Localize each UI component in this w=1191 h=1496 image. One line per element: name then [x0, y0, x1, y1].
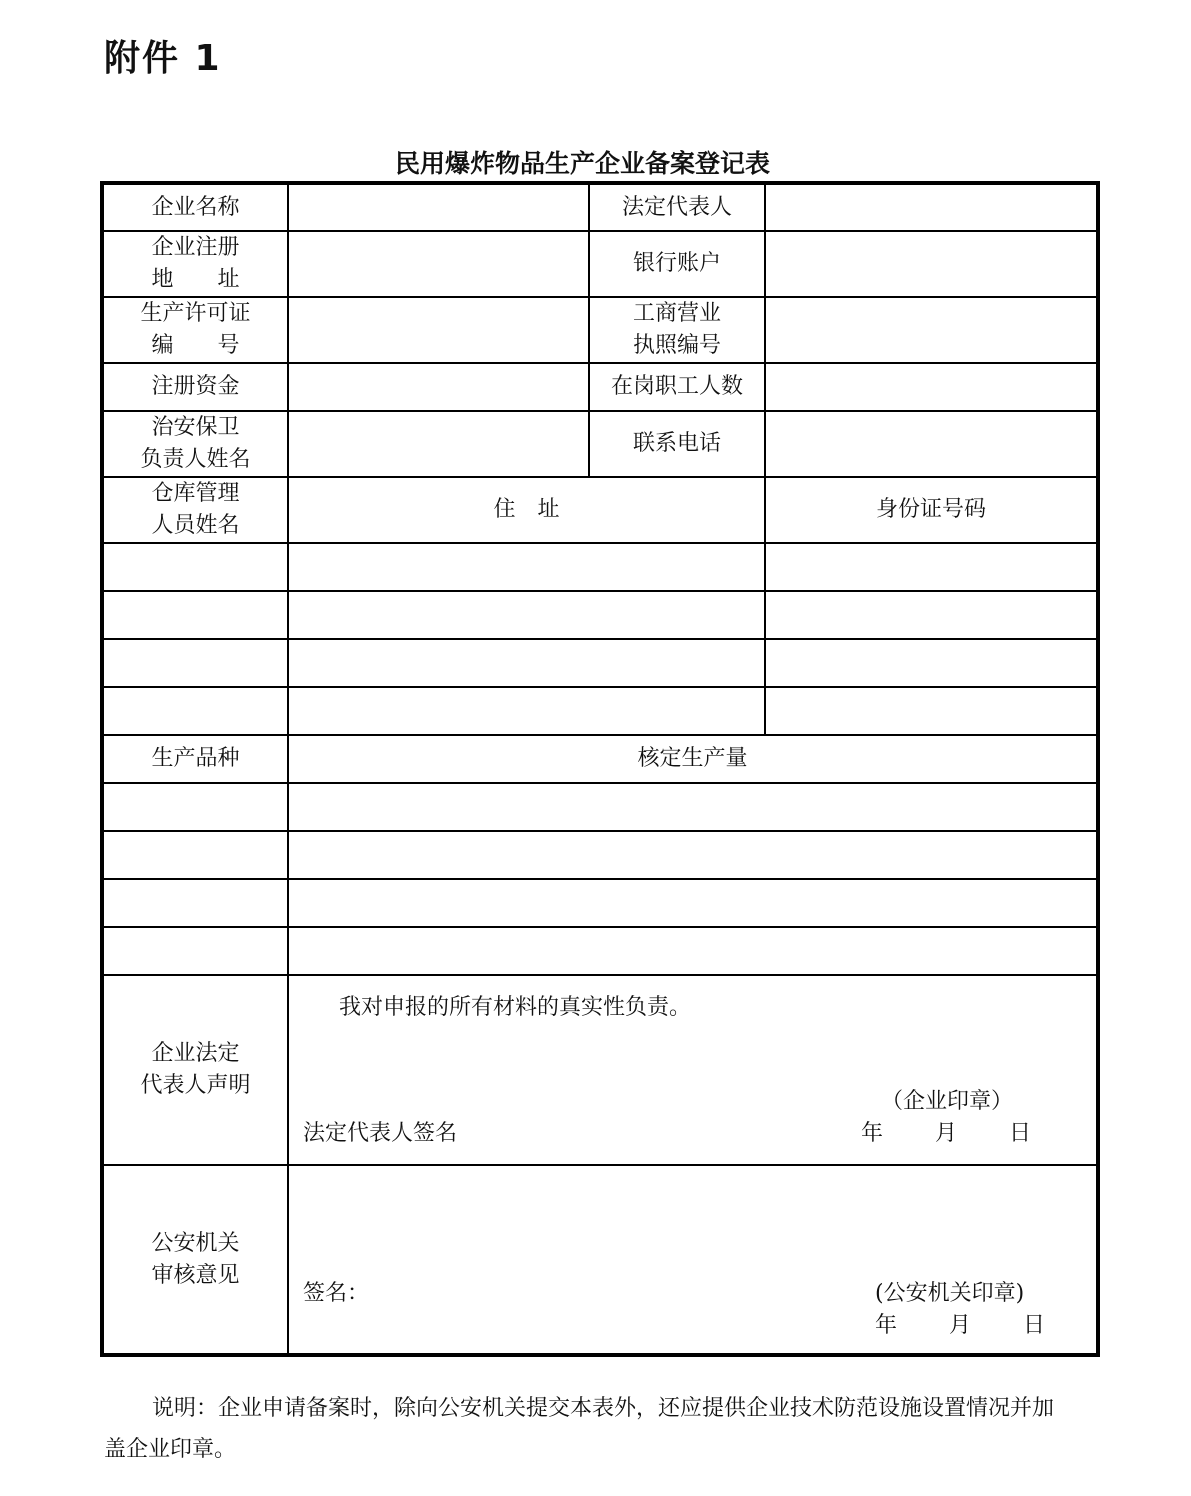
warehouse-staff-row — [102, 687, 1098, 735]
warehouse-staff-row — [102, 543, 1098, 591]
declaration-date-month: 月 — [935, 1121, 958, 1146]
label-registered-capital: 注册资金 — [102, 363, 288, 411]
info-row-address — [102, 231, 1098, 297]
product-row — [102, 879, 1098, 927]
field-product-variety[interactable] — [102, 831, 288, 879]
field-staff-address[interactable] — [288, 639, 765, 687]
field-phone[interactable] — [765, 411, 1098, 477]
label-police-review: 公安机关 审核意见 — [102, 1165, 288, 1355]
field-business-license[interactable] — [765, 297, 1098, 363]
warehouse-staff-row — [102, 591, 1098, 639]
field-registered-capital[interactable] — [288, 363, 589, 411]
review-content[interactable] — [288, 1165, 1098, 1355]
field-staff-name[interactable] — [102, 687, 288, 735]
label-warehouse-staff: 仓库管理 人员姓名 — [102, 477, 288, 543]
registration-form-table — [100, 181, 1100, 1357]
attachment-label: 附件 1 — [104, 38, 222, 79]
field-approved-capacity[interactable] — [288, 879, 1098, 927]
field-bank-account[interactable] — [765, 231, 1098, 297]
field-staff-address[interactable] — [288, 591, 765, 639]
label-company-name: 企业名称 — [102, 183, 288, 231]
info-row-company-name — [102, 183, 1098, 231]
label-security-officer: 治安保卫 负责人姓名 — [102, 411, 288, 477]
review-date-month: 月 — [949, 1313, 972, 1338]
declaration-signature-label: 法定代表人签名 — [303, 1121, 458, 1146]
field-registered-address[interactable] — [288, 231, 589, 297]
field-company-name[interactable] — [288, 183, 589, 231]
product-row — [102, 783, 1098, 831]
field-staff-id[interactable] — [765, 591, 1098, 639]
label-staff-address: 住 址 — [288, 477, 765, 543]
review-date-day: 日 — [1023, 1313, 1046, 1338]
label-legal-rep-declaration: 企业法定 代表人声明 — [102, 975, 288, 1165]
info-row-security — [102, 411, 1098, 477]
review-seal: (公安机关印章) — [875, 1281, 1025, 1306]
label-registered-address: 企业注册 地 址 — [102, 231, 288, 297]
declaration-content[interactable] — [288, 975, 1098, 1165]
label-legal-rep: 法定代表人 — [589, 183, 765, 231]
label-employee-count: 在岗职工人数 — [589, 363, 765, 411]
footnote: 说明：企业申请备案时，除向公安机关提交本表外，还应提供企业技术防范设施设置情况并加盖企业印章。 — [104, 1396, 1055, 1462]
declaration-row — [102, 975, 1098, 1165]
field-staff-name[interactable] — [102, 543, 288, 591]
field-approved-capacity[interactable] — [288, 831, 1098, 879]
label-bank-account: 银行账户 — [589, 231, 765, 297]
review-date-year: 年 — [875, 1313, 898, 1338]
product-row — [102, 927, 1098, 975]
product-row — [102, 831, 1098, 879]
field-approved-capacity[interactable] — [288, 783, 1098, 831]
field-legal-rep[interactable] — [765, 183, 1098, 231]
review-row — [102, 1165, 1098, 1355]
form-title: 民用爆炸物品生产企业备案登记表 — [394, 149, 770, 178]
field-product-variety[interactable] — [102, 783, 288, 831]
field-staff-name[interactable] — [102, 639, 288, 687]
product-header-row — [102, 735, 1098, 783]
field-security-officer[interactable] — [288, 411, 589, 477]
declaration-date-day: 日 — [1009, 1121, 1032, 1146]
field-approved-capacity[interactable] — [288, 927, 1098, 975]
declaration-statement: 我对申报的所有材料的真实性负责。 — [339, 995, 692, 1020]
field-product-variety[interactable] — [102, 879, 288, 927]
label-business-license: 工商营业 执照编号 — [589, 297, 765, 363]
info-row-capital — [102, 363, 1098, 411]
field-staff-id[interactable] — [765, 687, 1098, 735]
label-product-variety: 生产品种 — [102, 735, 288, 783]
field-employee-count[interactable] — [765, 363, 1098, 411]
field-staff-id[interactable] — [765, 639, 1098, 687]
declaration-date-year: 年 — [861, 1121, 884, 1146]
field-staff-name[interactable] — [102, 591, 288, 639]
label-approved-capacity: 核定生产量 — [288, 735, 1098, 783]
field-staff-id[interactable] — [765, 543, 1098, 591]
warehouse-header-row — [102, 477, 1098, 543]
label-production-license: 生产许可证 编 号 — [102, 297, 288, 363]
review-signature-label: 签名： — [303, 1281, 370, 1306]
label-id-number: 身份证号码 — [765, 477, 1098, 543]
field-staff-address[interactable] — [288, 543, 765, 591]
field-production-license[interactable] — [288, 297, 589, 363]
info-row-license — [102, 297, 1098, 363]
warehouse-staff-row — [102, 639, 1098, 687]
field-staff-address[interactable] — [288, 687, 765, 735]
declaration-seal: （企业印章） — [881, 1089, 1014, 1114]
field-product-variety[interactable] — [102, 927, 288, 975]
label-phone: 联系电话 — [589, 411, 765, 477]
